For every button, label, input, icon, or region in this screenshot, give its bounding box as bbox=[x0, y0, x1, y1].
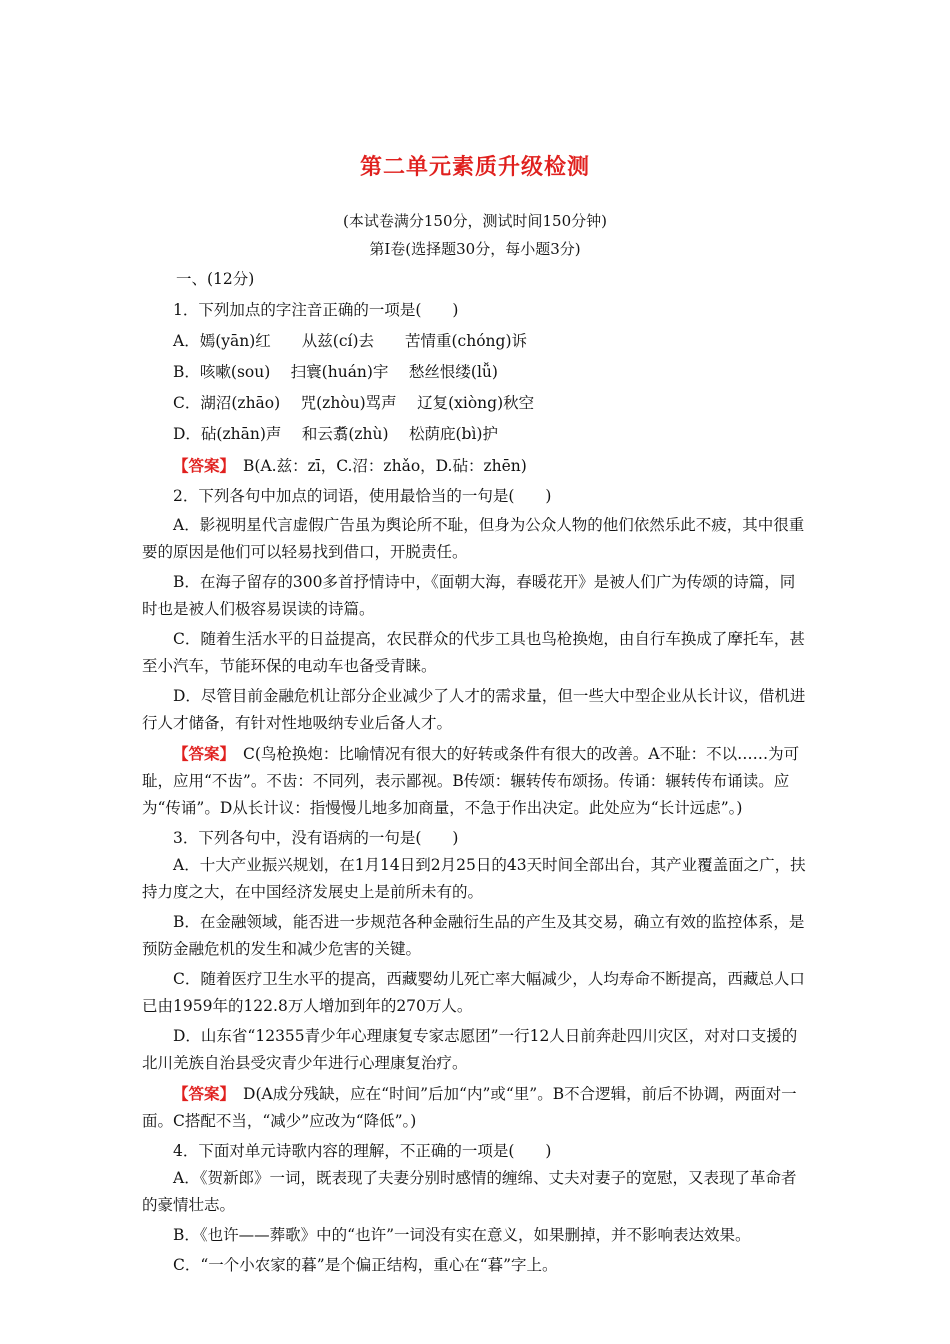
question-3-option-c: C．随着医疗卫生水平的提高，西藏婴幼儿死亡率大幅减少，人均寿命不断提高，西藏总人口已由1959年的122.8万人增加到年的270万人。 bbox=[142, 970, 805, 1015]
answer-label: 【答案】 bbox=[173, 456, 236, 475]
answer-text: D(A成分残缺，应在“时间”后加“内”或“里”。B不合逻辑，前后不协调，两面对一面。C搭配不当，“减少”应改为“降低”。) bbox=[142, 1085, 797, 1130]
volume-title: 第Ⅰ卷(选择题30分，每小题3分) bbox=[369, 240, 581, 258]
question-4-option-b: B．《也许——葬歌》中的“也许”一词没有实在意义，如果删掉，并不影响表达效果。 bbox=[173, 1226, 751, 1244]
question-3-answer bbox=[142, 1080, 810, 1135]
answer-label: 【答案】 bbox=[173, 744, 236, 763]
question-4-option-c: C．“一个小农家的暮”是个偏正结构，重心在“暮”字上。 bbox=[173, 1256, 558, 1274]
question-1-option-c: C．湖沼(zhāo) 咒(zhòu)骂声 辽复(xiòng)秋空 bbox=[173, 394, 535, 412]
question-content bbox=[142, 264, 810, 1282]
question-4-stem: 4．下面对单元诗歌内容的理解，不正确的一项是( ) bbox=[173, 1142, 552, 1160]
question-3-option-b: B．在金融领域，能否进一步规范各种金融衍生品的产生及其交易，确立有效的监控体系，是预防金融危机的发生和减少危害的关键。 bbox=[142, 913, 805, 958]
question-1-option-d: D．砧(zhān)声 和云翥(zhù) 松荫庇(bì)护 bbox=[173, 425, 498, 443]
answer-text: C(鸟枪换炮：比喻情况有很大的好转或条件有很大的改善。A不耻：不以……为可耻，应用“不齿”。不齿：不同列，表示鄙视。B传颂：辗转传布颂扬。传诵：辗转传布诵读。应为“传诵”。D从长计议：指慢慢儿地多加商量，不急于作出决定。此处应为“长计远虑”。) bbox=[142, 745, 800, 817]
question-2-option-a: A．影视明星代言虚假广告虽为舆论所不耻，但身为公众人物的他们依然乐此不疲，其中很重要的原因是他们可以轻易找到借口，开脱责任。 bbox=[142, 516, 805, 561]
question-2-option-b: B．在海子留存的300多首抒情诗中，《面朝大海，春暖花开》是被人们广为传颂的诗篇，同时也是被人们极容易误读的诗篇。 bbox=[142, 573, 796, 618]
question-1-option-b: B．咳嗽(sou) 扫寰(huán)宇 愁丝恨缕(lǚ) bbox=[173, 363, 498, 381]
answer-label: 【答案】 bbox=[173, 1084, 236, 1103]
question-1-answer bbox=[142, 450, 810, 481]
question-4-option-a: A．《贺新郎》一词，既表现了夫妻分别时感情的缠绵、丈夫对妻子的宽慰，又表现了革命者的豪情壮志。 bbox=[142, 1169, 797, 1214]
exam-info: (本试卷满分150分，测试时间150分钟) bbox=[343, 212, 607, 230]
question-3-option-d: D．山东省“12355青少年心理康复专家志愿团”一行12人日前奔赴四川灾区，对对口支援的北川羌族自治县受灾青少年进行心理康复治疗。 bbox=[142, 1027, 798, 1072]
document-title: 第二单元素质升级检测 bbox=[359, 154, 590, 180]
question-1-option-a: A．嫣(yān)红 从兹(cí)去 苦情重(chóng)诉 bbox=[173, 332, 527, 350]
question-1-stem: 1．下列加点的字注音正确的一项是( ) bbox=[173, 301, 459, 319]
question-2-option-c: C．随着生活水平的日益提高，农民群众的代步工具也鸟枪换炮，由自行车换成了摩托车，甚至小汽车，节能环保的电动车也备受青睐。 bbox=[142, 630, 805, 675]
question-3-option-a: A．十大产业振兴规划，在1月14日到2月25日的43天时间全部出台，其产业覆盖面之广，扶持力度之大，在中国经济发展史上是前所未有的。 bbox=[142, 856, 806, 901]
question-2-answer bbox=[142, 740, 810, 822]
question-2-stem: 2．下列各句中加点的词语，使用最恰当的一句是( ) bbox=[173, 487, 552, 505]
answer-text: B(A.兹：zī，C.沼：zhǎo，D.砧：zhēn) bbox=[243, 457, 527, 475]
question-3-stem: 3．下列各句中，没有语病的一句是( ) bbox=[173, 829, 459, 847]
question-2-option-d: D．尽管目前金融危机让部分企业减少了人才的需求量，但一些大中型企业从长计议，借机进行人才储备，有针对性地吸纳专业后备人才。 bbox=[142, 687, 806, 732]
section-heading: 一、(12分) bbox=[176, 270, 255, 288]
